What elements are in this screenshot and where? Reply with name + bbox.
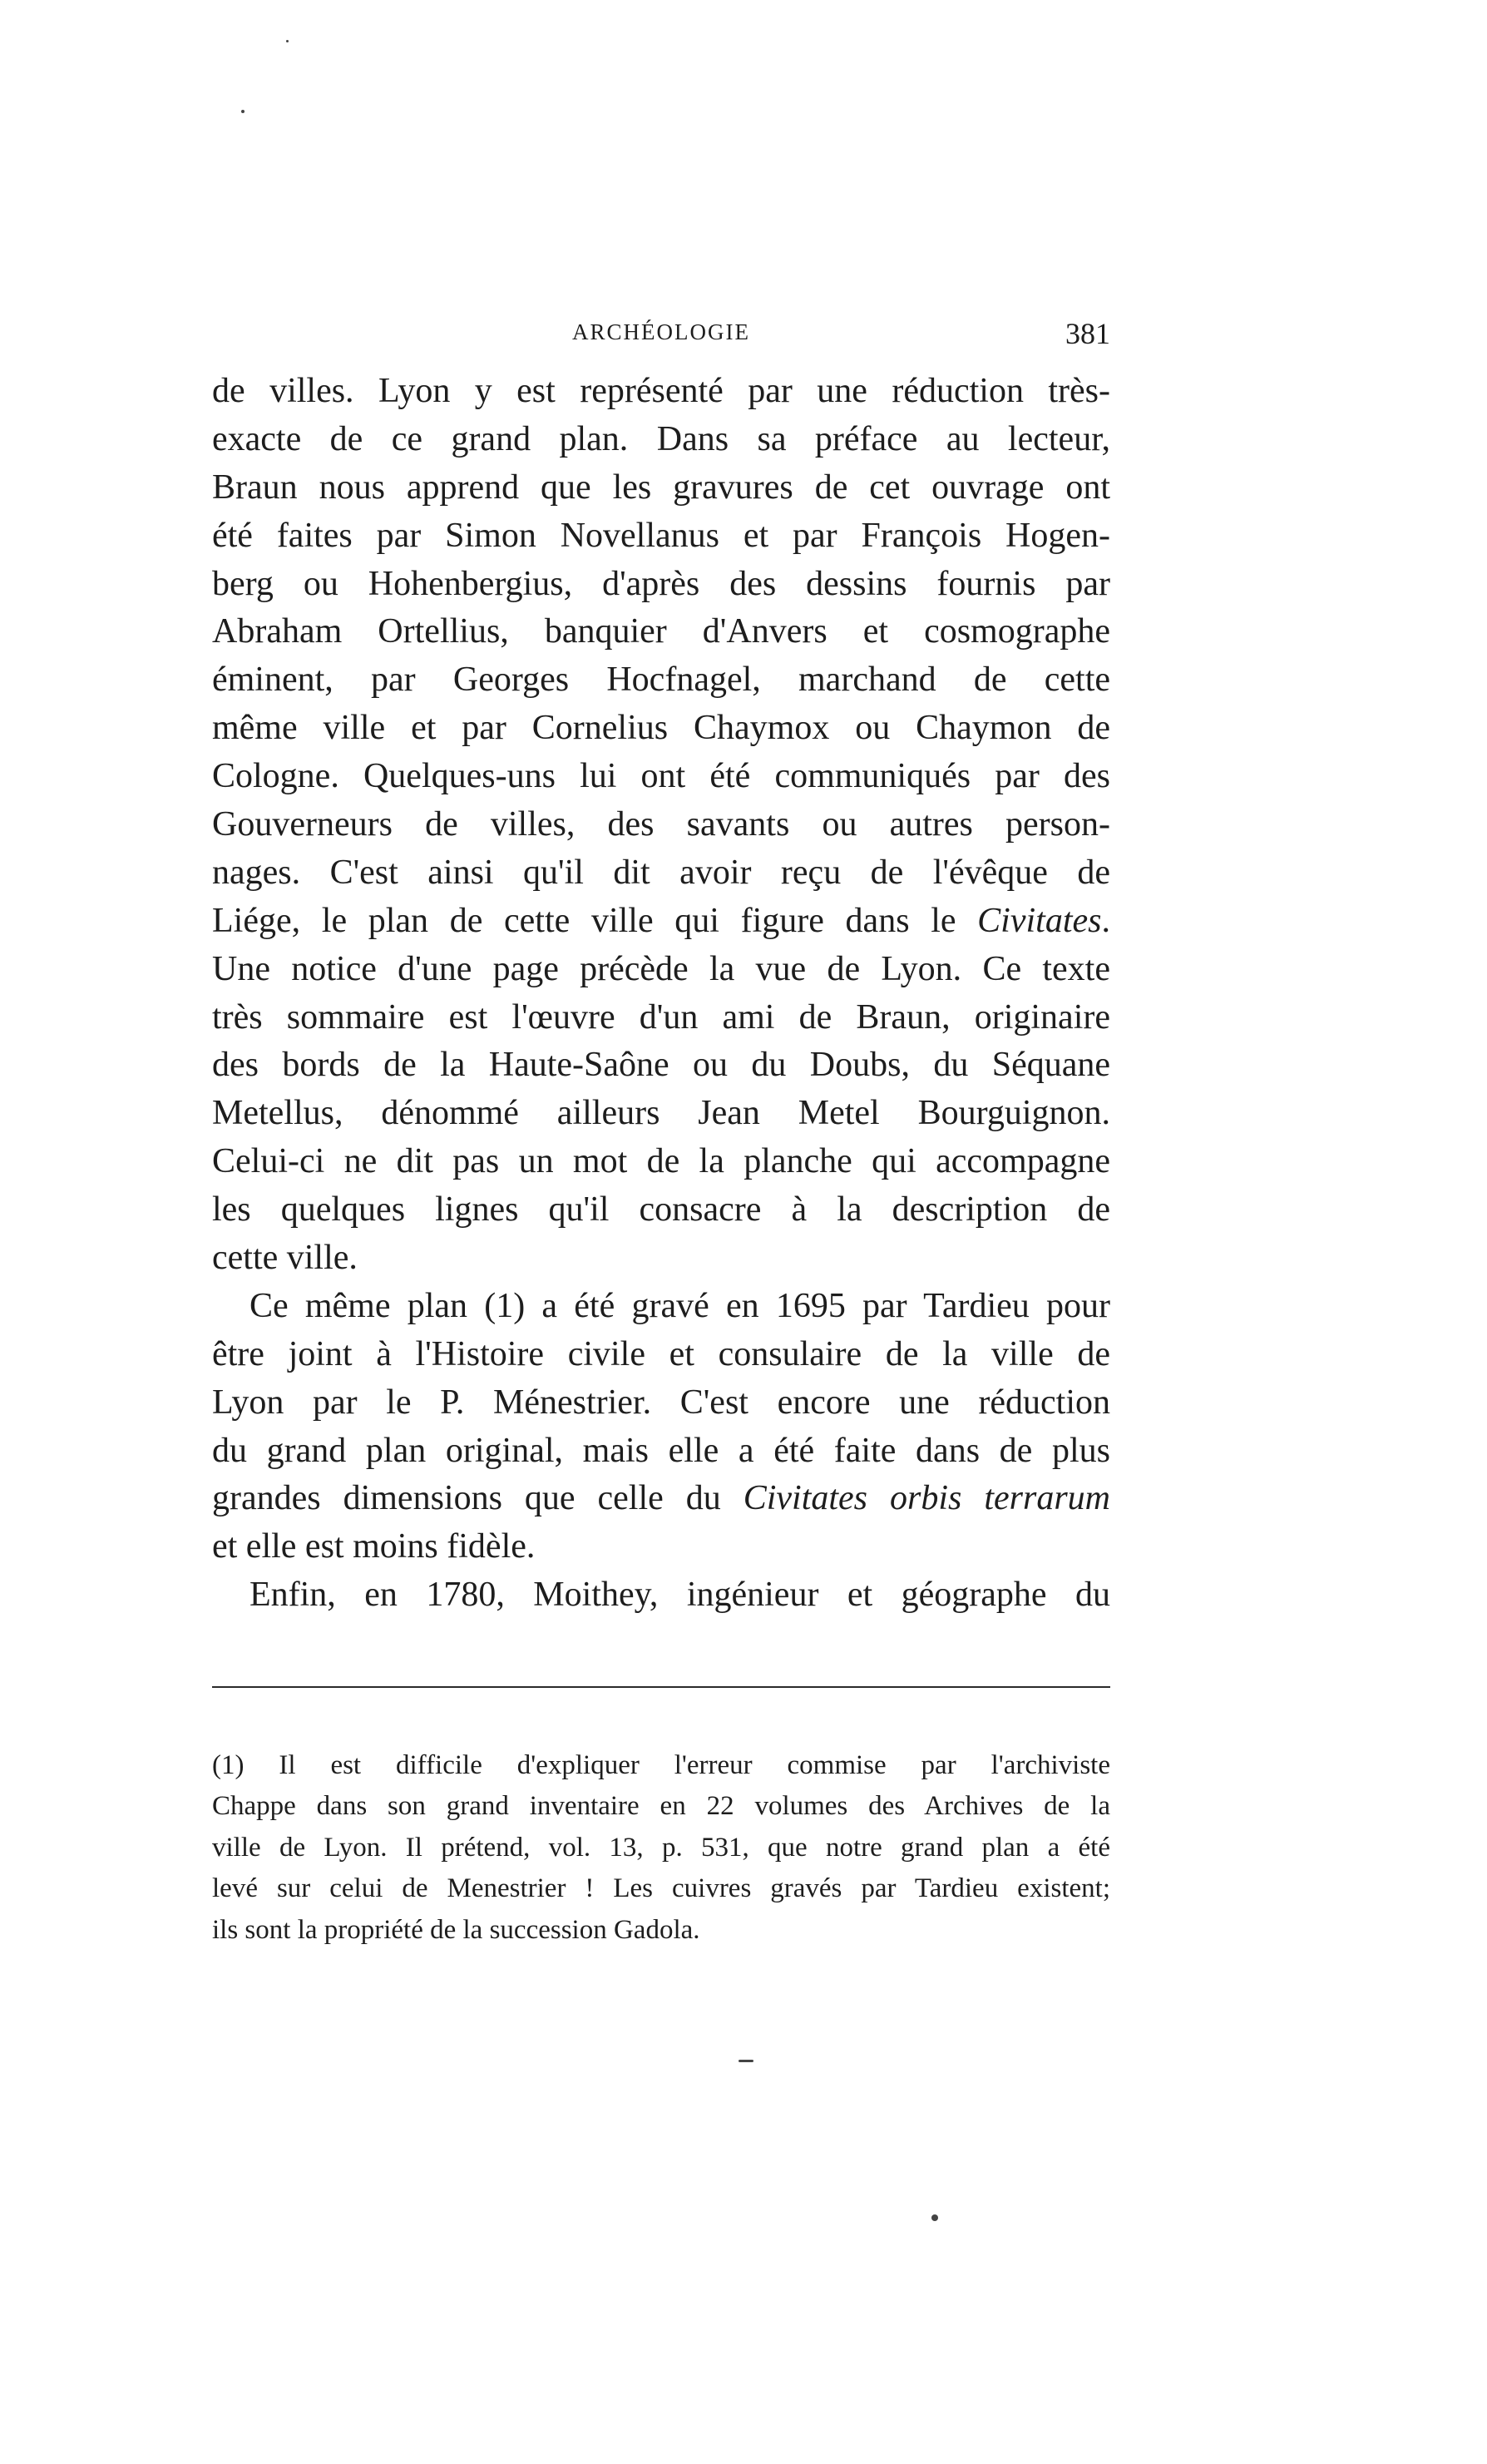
book-title-italic: Civitates (977, 901, 1102, 940)
running-title: ARCHÉOLOGIE (572, 319, 750, 344)
text-line: grandes dimensions que celle du Civitates orbis terrarum (212, 1479, 1110, 1518)
footnote-rule (212, 1686, 1110, 1688)
footnote-line: Chappe dans son grand inventaire en 22 volumes des Archives de la (212, 1791, 1110, 1822)
paper-speck (241, 110, 245, 113)
footnote-line: ils sont la propriété de la succession Gadola. (212, 1914, 700, 1945)
text-line: Braun nous apprend que les gravures de cet ouvrage ont (212, 468, 1110, 507)
text-line: du grand plan original, mais elle a été faite dans de plus (212, 1431, 1110, 1470)
paper-speck (739, 2060, 753, 2062)
text-line: Celui-ci ne dit pas un mot de la planche qui accompagne (212, 1142, 1110, 1181)
footnote-line: (1) Il est difficile d'expliquer l'erreur commise par l'archiviste (212, 1750, 1110, 1780)
text-line: Gouverneurs de villes, des savants ou autres person- (212, 805, 1110, 844)
text-line: exacte de ce grand plan. Dans sa préface au lecteur, (212, 419, 1110, 458)
body-text (212, 368, 1110, 1620)
text-line: Cologne. Quelques-uns lui ont été communiqués par des (212, 757, 1110, 796)
paper-speck (931, 2214, 938, 2221)
running-head (212, 316, 1110, 358)
paper-speck (286, 40, 289, 42)
text-line: éminent, par Georges Hocfnagel, marchand de cette (212, 661, 1110, 700)
text-line: berg ou Hohenbergius, d'après des dessins fournis par (212, 564, 1110, 603)
text-line: Liége, le plan de cette ville qui figure dans le Civitates. (212, 901, 1110, 940)
text-line: très sommaire est l'œuvre d'un ami de Braun, originaire (212, 997, 1110, 1037)
footnote (212, 1745, 1110, 1951)
text-line: Metellus, dénommé ailleurs Jean Metel Bourguignon. (212, 1094, 1110, 1133)
page-number: 381 (1065, 317, 1110, 350)
text-line: des bords de la Haute-Saône ou du Doubs, du Séquane (212, 1046, 1110, 1085)
text-line: Abraham Ortellius, banquier d'Anvers et cosmographe (212, 612, 1110, 651)
text-line: et elle est moins fidèle. (212, 1527, 536, 1566)
text-line: Enfin, en 1780, Moithey, ingénieur et géographe du (249, 1576, 1110, 1615)
text-line: Lyon par le P. Ménestrier. C'est encore une réduction (212, 1383, 1110, 1422)
text-line: les quelques lignes qu'il consacre à la description de (212, 1190, 1110, 1230)
footnote-line: levé sur celui de Menestrier ! Les cuivres gravés par Tardieu existent; (212, 1873, 1110, 1904)
text-line: été faites par Simon Novellanus et par François Hogen- (212, 516, 1110, 555)
footnote-line: ville de Lyon. Il prétend, vol. 13, p. 531, que notre grand plan a été (212, 1832, 1110, 1863)
text-line: cette ville. (212, 1239, 358, 1278)
text-line: être joint à l'Histoire civile et consulaire de la ville de (212, 1334, 1110, 1373)
text-line: nages. C'est ainsi qu'il dit avoir reçu de l'évêque de (212, 853, 1110, 892)
text-line: même ville et par Cornelius Chaymox ou Chaymon de (212, 709, 1110, 748)
text-line: de villes. Lyon y est représenté par une réduction très- (212, 372, 1110, 410)
text-line: Ce même plan (1) a été gravé en 1695 par Tardieu pour (249, 1286, 1110, 1325)
book-title-italic: Civitates orbis terrarum (743, 1479, 1110, 1518)
text-line: Une notice d'une page précède la vue de Lyon. Ce texte (212, 949, 1110, 988)
